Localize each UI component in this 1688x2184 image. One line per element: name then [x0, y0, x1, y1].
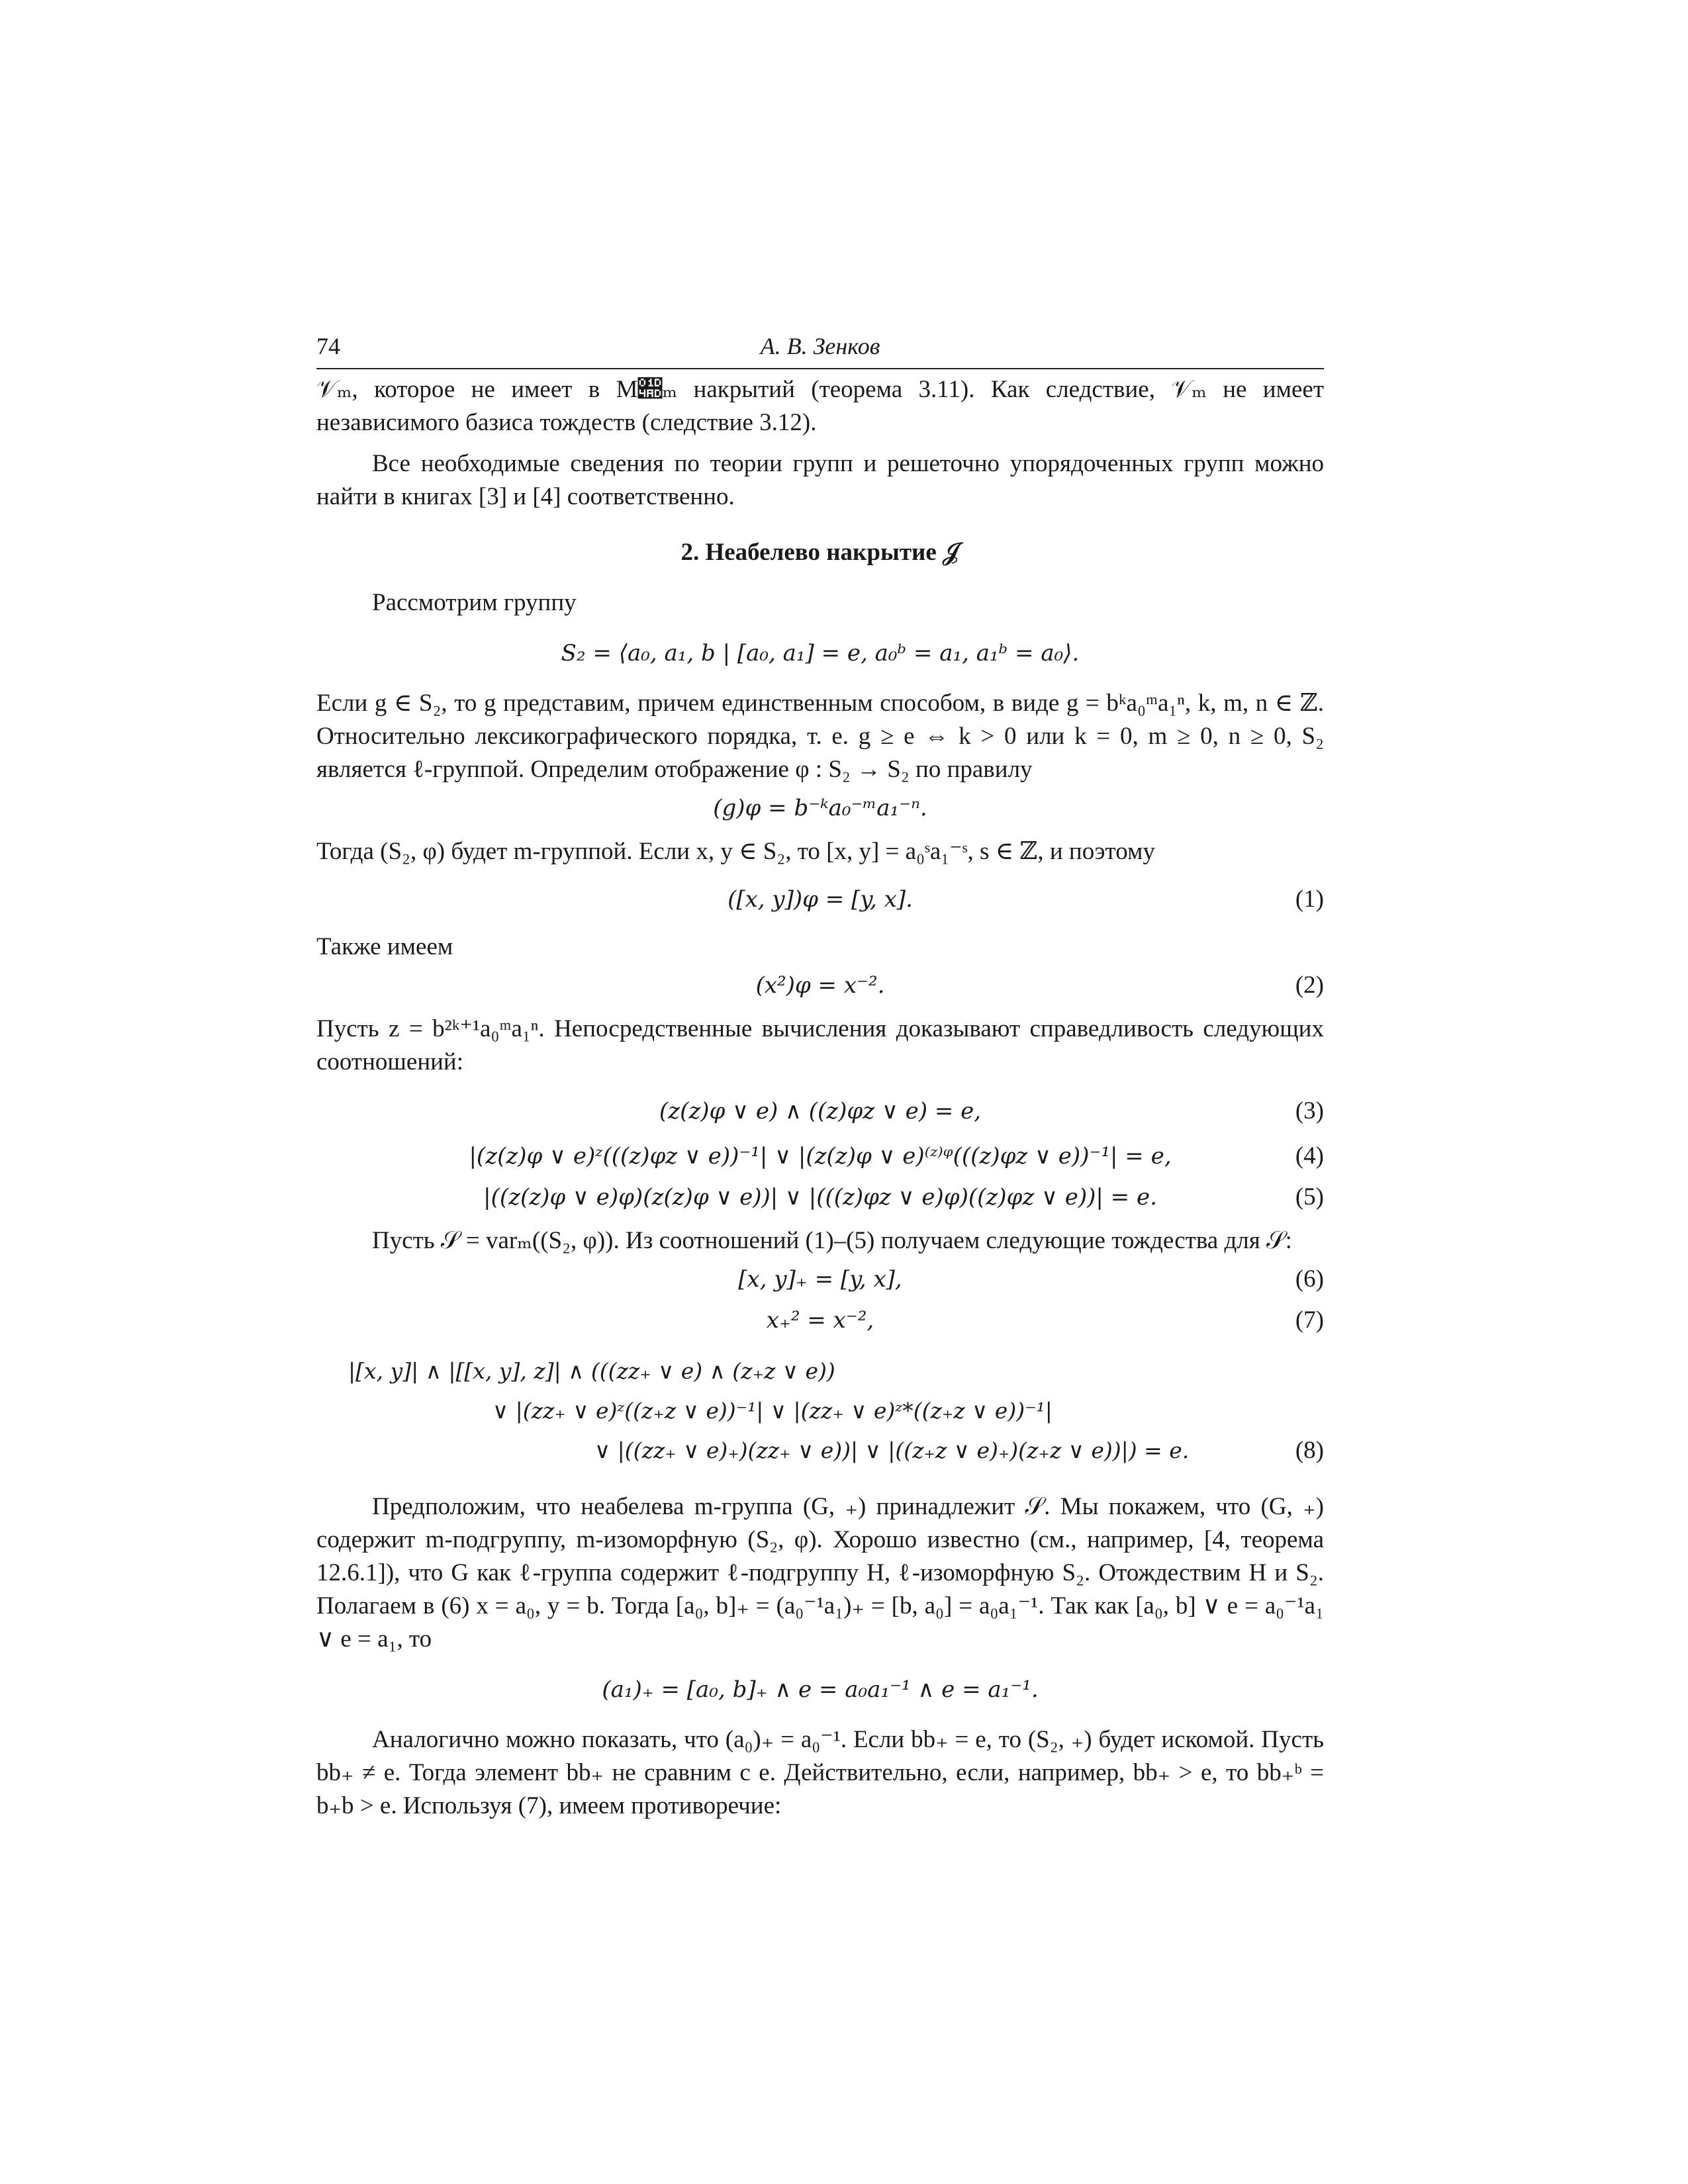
equation-7-number: (7) [1295, 1306, 1324, 1334]
paragraph-8: Пусть 𝒮 = varₘ((S₂, φ)). Из соотношений (1)–(5) получаем следующие тождества для 𝒮: [372, 1227, 1292, 1254]
equation-5-number: (5) [1295, 1183, 1324, 1210]
paragraph-9: Предположим, что неабелева m-группа (G, ₊) принадлежит 𝒮. Мы покажем, что (G, ₊) содержит m-подгруппу, m-изоморфную (S₂, φ). Хорошо известно (см., например, [4, теорема 12.6.1]), что G как ℓ-группа содержит ℓ-подгруппу H, ℓ-изоморфную S₂. Отождествим H и S₂. Полагаем в (6) x = a₀, y = b. Тогда [a₀, b]₊ = (a₀⁻¹a₁)₊ = [b, a₀] = a₀a₁⁻¹. Так как [a₀, b] ∨ e = a₀⁻¹a₁ ∨ e = a₁, то [316, 1493, 1324, 1653]
equation-s2-definition: S₂ = ⟨a₀, a₁, b | [a₀, a₁] = e, a₀ᵇ = a₁, a₁ᵇ = a₀⟩. [561, 640, 1080, 666]
paragraph-7: Пусть z = b²ᵏ⁺¹a₀ᵐa₁ⁿ. Непосредственные вычисления доказывают справедливость следующих соотношений: [316, 1015, 1324, 1075]
equation-3-body: (z(z)φ ∨ e) ∧ ((z)φz ∨ e) = e, [659, 1098, 982, 1124]
paragraph-10: Аналогично можно показать, что (a₀)₊ = a₀⁻¹. Если bb₊ = e, то (S₂, ₊) будет искомой. Пусть bb₊ ≠ e. Тогда элемент bb₊ не сравним с e. Действительно, если, например, bb₊ > e, то bb₊ᵇ = b₊b > e. Используя (7), имеем противоречие: [316, 1726, 1324, 1819]
equation-8-line-1: |[x, y]| ∧ |[[x, y], z]| ∧ (((zz₊ ∨ e) ∧ (z₊z ∨ e)) [348, 1358, 835, 1384]
equation-6 [316, 1260, 1324, 1298]
equation-2 [316, 966, 1324, 1005]
page-content [316, 330, 1324, 1823]
equation-2-number: (2) [1295, 972, 1324, 999]
equation-1-body: ([x, y])φ = [y, x]. [727, 886, 913, 913]
running-head [316, 330, 1324, 369]
paragraph-6: Также имеем [316, 933, 453, 960]
equation-phi-definition: (g)φ = b⁻ᵏa₀⁻ᵐa₁⁻ⁿ. [713, 795, 927, 821]
page-number: 74 [316, 333, 340, 359]
equation-1-number: (1) [1295, 886, 1324, 913]
equation-7 [316, 1301, 1324, 1340]
equation-3 [316, 1092, 1324, 1130]
paragraph-3: Рассмотрим группу [372, 589, 577, 616]
equation-2-body: (x²)φ = x⁻². [755, 972, 885, 999]
equation-6-number: (6) [1295, 1265, 1324, 1293]
paragraph-2: Все необходимые сведения по теории групп и решеточно упорядоченных групп можно найти в книгах [3] и [4] соответственно. [316, 450, 1324, 510]
equation-4-body: |(z(z)φ ∨ e)ᶻ(((z)φz ∨ e))⁻¹| ∨ |(z(z)φ ∨ e)⁽ᶻ⁾ᵠ(((z)φz ∨ e))⁻¹| = e, [469, 1143, 1172, 1169]
equation-8-line-2: ∨ |(zz₊ ∨ e)ᶻ((z₊z ∨ e))⁻¹| ∨ |(zz₊ ∨ e)ᶻ*((z₊z ∨ e))⁻¹| [492, 1398, 1053, 1424]
paragraph-4: Если g ∈ S₂, то g представим, причем единственным способом, в виде g = bᵏa₀ᵐa₁ⁿ, k, m, n ∈ ℤ. Относительно лексикографического порядка, т. е. g ≥ e ⇔ k > 0 или k = 0, m ≥ 0, n ≥ 0, S₂ является ℓ-группой. Определим отображение φ : S₂ → S₂ по правилу [316, 690, 1324, 783]
paragraph-5: Тогда (S₂, φ) будет m-группой. Если x, y ∈ S₂, то [x, y] = a₀ˢa₁⁻ˢ, s ∈ ℤ, и поэтому [316, 838, 1155, 865]
equation-1 [316, 880, 1324, 919]
paragraph-1: 𝒱ₘ, которое не имеет в M𝒭ₘ накрытий (теорема 3.11). Как следствие, 𝒱ₘ не имеет независимого базиса тождеств (следствие 3.12). [316, 376, 1324, 436]
equation-4-number: (4) [1295, 1142, 1324, 1169]
equation-3-number: (3) [1295, 1097, 1324, 1124]
equation-a1-star: (a₁)₊ = [a₀, b]₊ ∧ e = a₀a₁⁻¹ ∧ e = a₁⁻¹. [602, 1676, 1039, 1703]
equation-8-line-3: ∨ |((zz₊ ∨ e)₊)(zz₊ ∨ e))| ∨ |((z₊z ∨ e)₊)(z₊z ∨ e))|) = e. [594, 1437, 1190, 1463]
equation-5-body: |((z(z)φ ∨ e)φ)(z(z)φ ∨ e))| ∨ |(((z)φz ∨ e)φ)((z)φz ∨ e))| = e. [483, 1184, 1157, 1210]
running-title: А. В. Зенков [760, 333, 880, 359]
equation-8 [316, 1351, 1324, 1471]
equation-8-number: (8) [1295, 1437, 1324, 1464]
equation-5 [316, 1178, 1324, 1216]
equation-6-body: [x, y]₊ = [y, x], [738, 1266, 902, 1293]
equation-4 [316, 1137, 1324, 1175]
section-title: 2. Неабелево накрытие 𝒥 [680, 539, 960, 566]
equation-7-body: x₊² = x⁻², [766, 1307, 874, 1334]
